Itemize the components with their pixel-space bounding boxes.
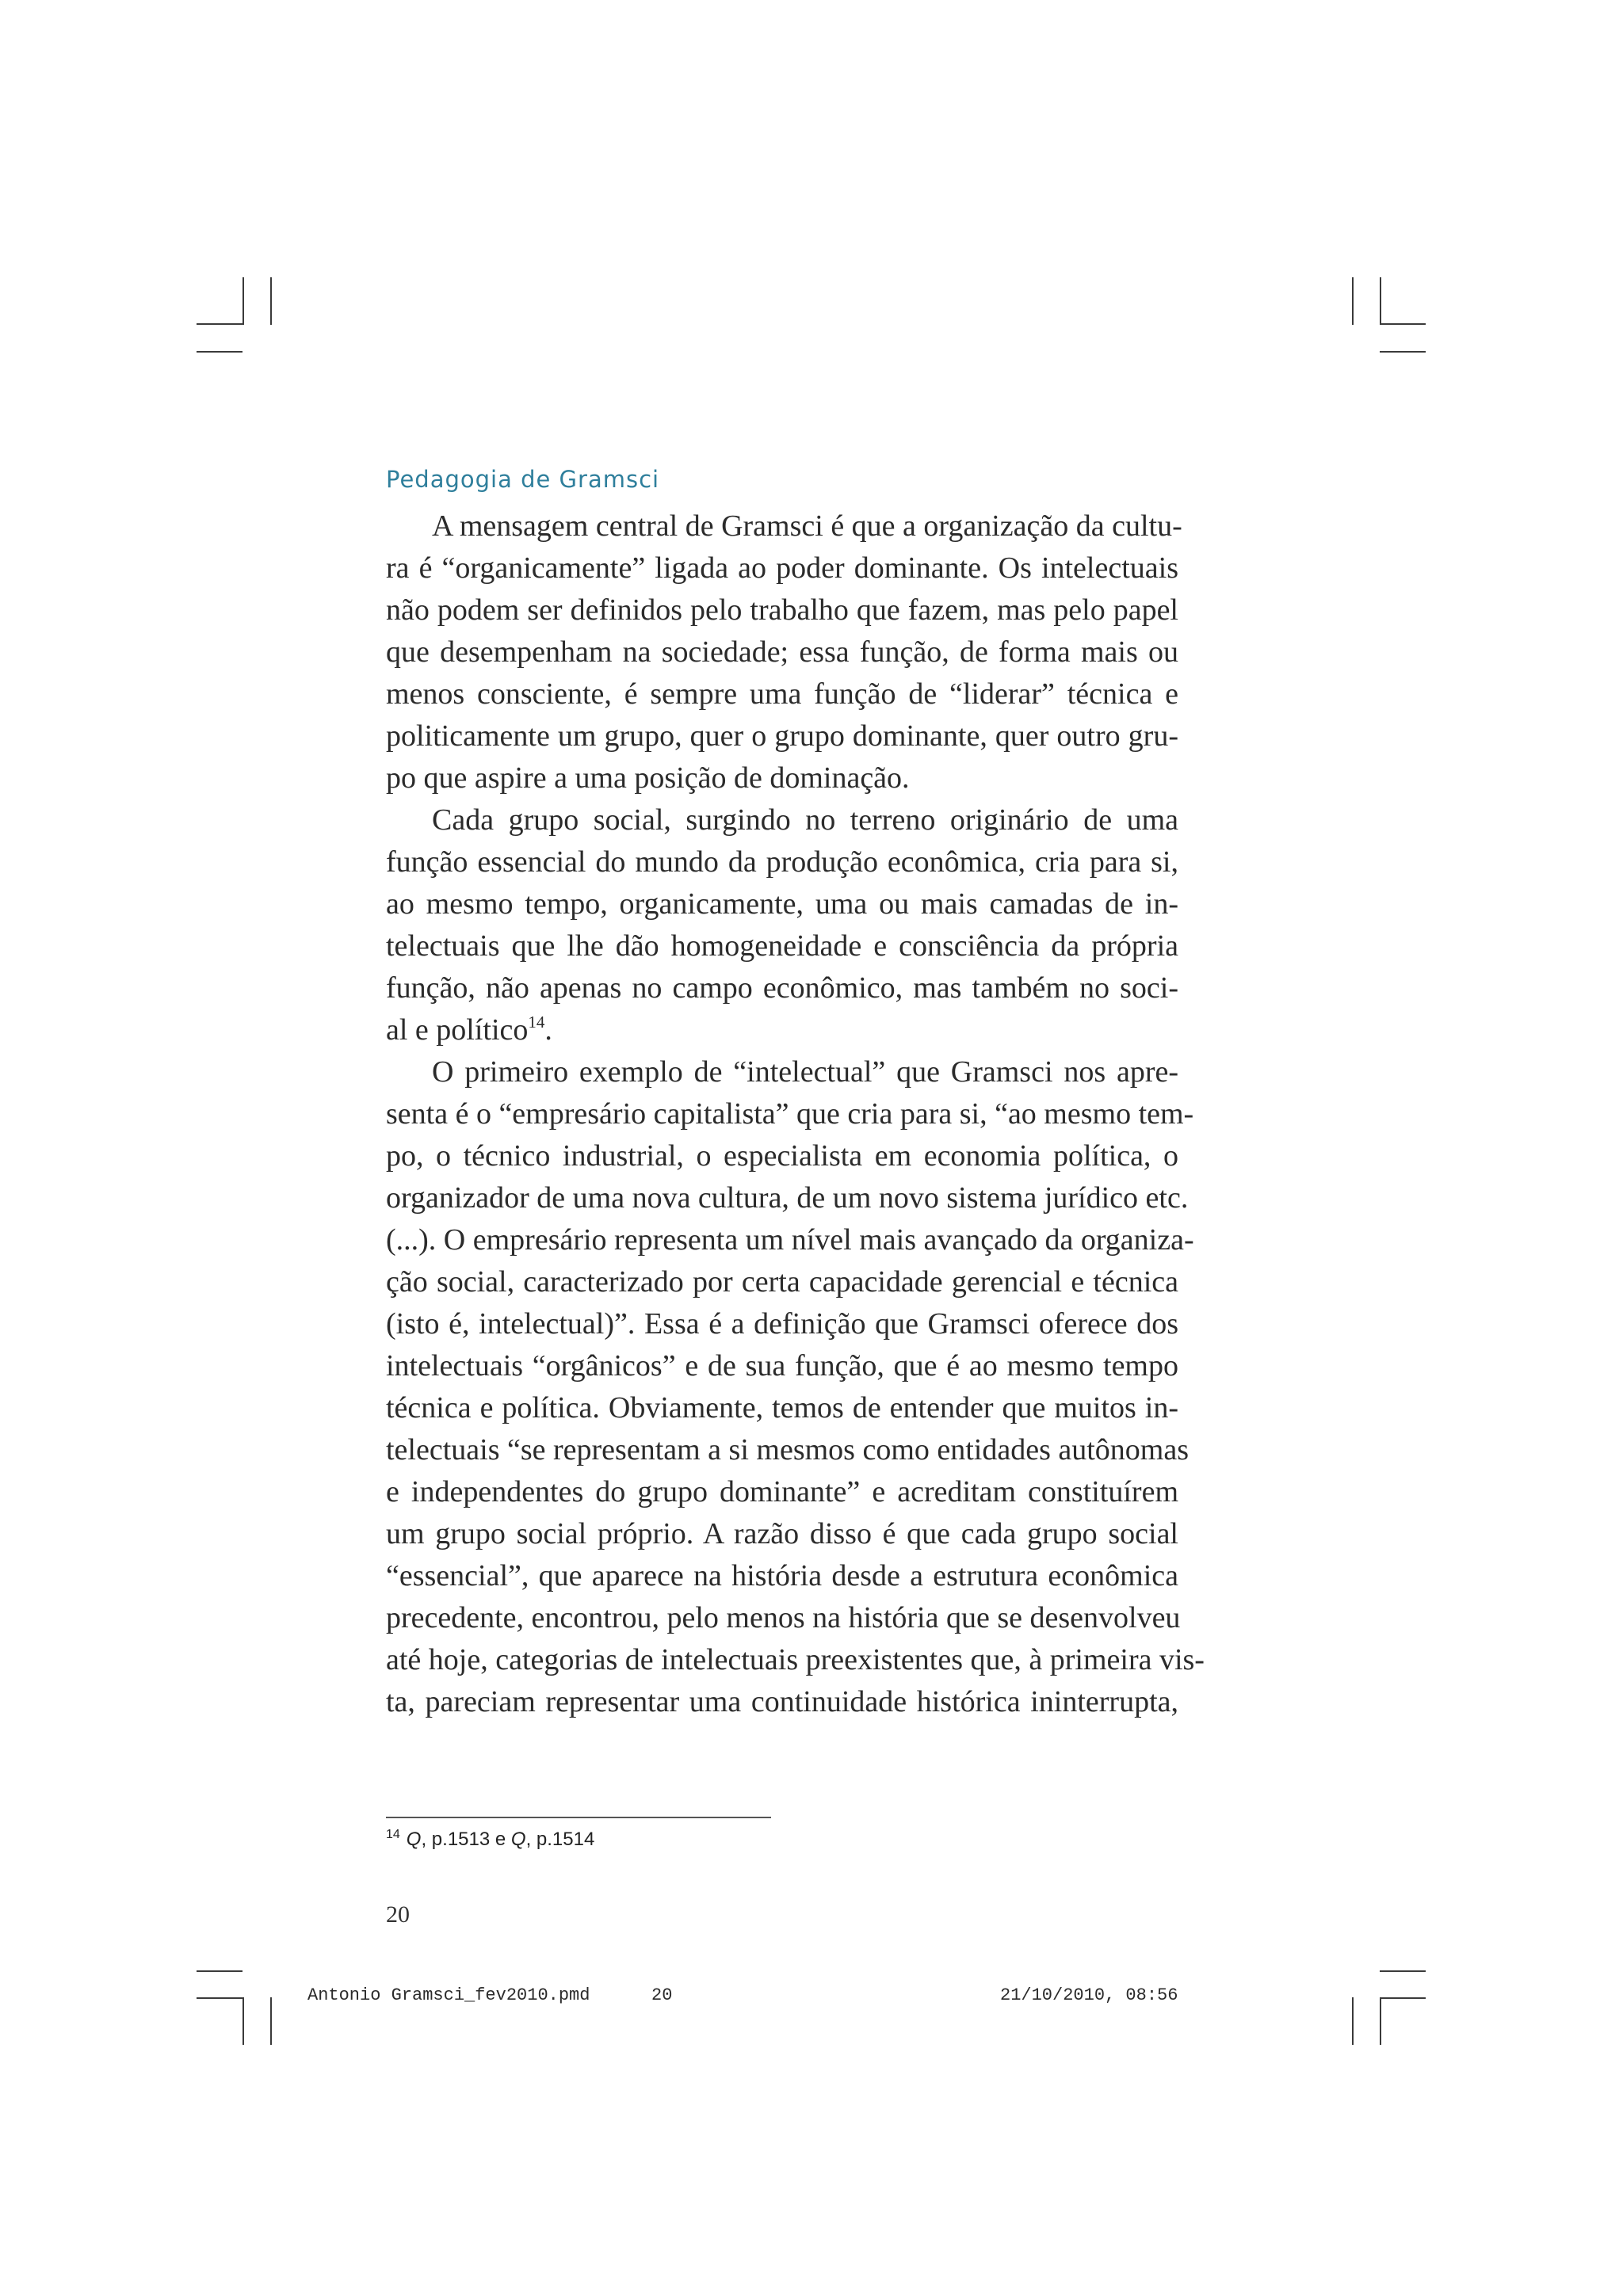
- crop-mark: [242, 1997, 244, 2045]
- text-line: organizador de uma nova cultura, de um novo sistema jurídico etc.: [386, 1181, 1189, 1215]
- footnote-text: , p.1514: [525, 1829, 595, 1850]
- text-line: telectuais “se representam a si mesmos como entidades autônomas: [386, 1433, 1190, 1466]
- sentence-period: .: [544, 1013, 552, 1047]
- slug-filename: Antonio Gramsci_fev2010.pmd: [307, 1985, 590, 2005]
- text-line: função essencial do mundo da produção econômica, cria para si,: [386, 845, 1178, 879]
- text-line: ção social, caracterizado por certa capacidade gerencial e técnica: [386, 1265, 1178, 1299]
- crop-mark: [270, 1997, 272, 2045]
- text-line: “essencial”, que aparece na história desde a estrutura econômica: [386, 1559, 1178, 1592]
- crop-mark: [197, 323, 242, 325]
- text-line: intelectuais “orgânicos” e de sua função, que é ao mesmo tempo: [386, 1349, 1178, 1383]
- text-line: função, não apenas no campo econômico, mas também no soci-: [386, 971, 1178, 1005]
- text-line: (isto é, intelectual)”. Essa é a definição que Gramsci oferece dos: [386, 1307, 1178, 1341]
- text-line: técnica e política. Obviamente, temos de entender que muitos in-: [386, 1391, 1178, 1425]
- text-line: Cada grupo social, surgindo no terreno originário de uma: [432, 803, 1178, 837]
- crop-mark: [1380, 1970, 1426, 1972]
- text-line: telectuais que lhe dão homogeneidade e consciência da própria: [386, 929, 1178, 963]
- text-line: que desempenham na sociedade; essa função, de forma mais ou: [386, 635, 1178, 669]
- text-line: não podem ser definidos pelo trabalho que fazem, mas pelo papel: [386, 593, 1178, 627]
- text-line: po que aspire a uma posição de dominação.: [386, 761, 910, 795]
- text-line: ta, pareciam representar uma continuidade histórica ininterrupta,: [386, 1685, 1178, 1718]
- crop-mark: [197, 1997, 242, 1999]
- text-line: menos consciente, é sempre uma função de “liderar” técnica e: [386, 677, 1178, 711]
- crop-mark: [1380, 1997, 1381, 2045]
- footnote-source: Q: [510, 1829, 526, 1850]
- slug-page: 20: [651, 1985, 673, 2005]
- slug-timestamp: 21/10/2010, 08:56: [1000, 1985, 1178, 2005]
- text-line: ra é “organicamente” ligada ao poder dominante. Os intelectuais: [386, 551, 1178, 585]
- text-line: (...). O empresário representa um nível mais avançado da organiza-: [386, 1223, 1194, 1257]
- crop-mark: [270, 277, 272, 325]
- footnote-number: 14: [386, 1828, 400, 1841]
- text-line: e independentes do grupo dominante” e acreditam constituírem: [386, 1475, 1178, 1508]
- crop-mark: [1352, 1997, 1354, 2045]
- crop-mark: [1380, 277, 1381, 325]
- text-line: ao mesmo tempo, organicamente, uma ou mais camadas de in-: [386, 887, 1178, 921]
- page-number: 20: [386, 1901, 410, 1928]
- footnote-source: Q: [406, 1829, 422, 1850]
- text-line-with-footnote: [386, 1009, 1178, 1051]
- running-head: Pedagogia de Gramsci: [386, 466, 660, 493]
- text-line: um grupo social próprio. A razão disso é que cada grupo social: [386, 1517, 1178, 1550]
- text-line: po, o técnico industrial, o especialista em economia política, o: [386, 1139, 1178, 1173]
- text-line: O primeiro exemplo de “intelectual” que Gramsci nos apre-: [432, 1055, 1178, 1089]
- crop-mark: [197, 351, 242, 353]
- text-line: precedente, encontrou, pelo menos na história que se desenvolveu: [386, 1601, 1181, 1634]
- crop-mark: [1352, 277, 1354, 325]
- body-text: [386, 505, 1205, 1723]
- footnote-reference: 14: [528, 1013, 545, 1032]
- crop-mark: [197, 1970, 242, 1972]
- text-line: senta é o “empresário capitalista” que cria para si, “ao mesmo tem-: [386, 1097, 1194, 1131]
- text-line: al e político: [386, 1013, 529, 1047]
- crop-mark: [1380, 323, 1426, 325]
- footnote: [386, 1828, 594, 1851]
- text-line: politicamente um grupo, quer o grupo dominante, quer outro gru-: [386, 719, 1178, 753]
- footnote-divider: [386, 1817, 771, 1818]
- crop-mark: [242, 277, 244, 325]
- text-line: até hoje, categorias de intelectuais preexistentes que, à primeira vis-: [386, 1643, 1205, 1676]
- footnote-text: , p.1513 e: [421, 1829, 511, 1850]
- crop-mark: [1380, 1997, 1426, 1999]
- text-line: A mensagem central de Gramsci é que a organização da cultu-: [432, 509, 1182, 543]
- crop-mark: [1380, 351, 1426, 353]
